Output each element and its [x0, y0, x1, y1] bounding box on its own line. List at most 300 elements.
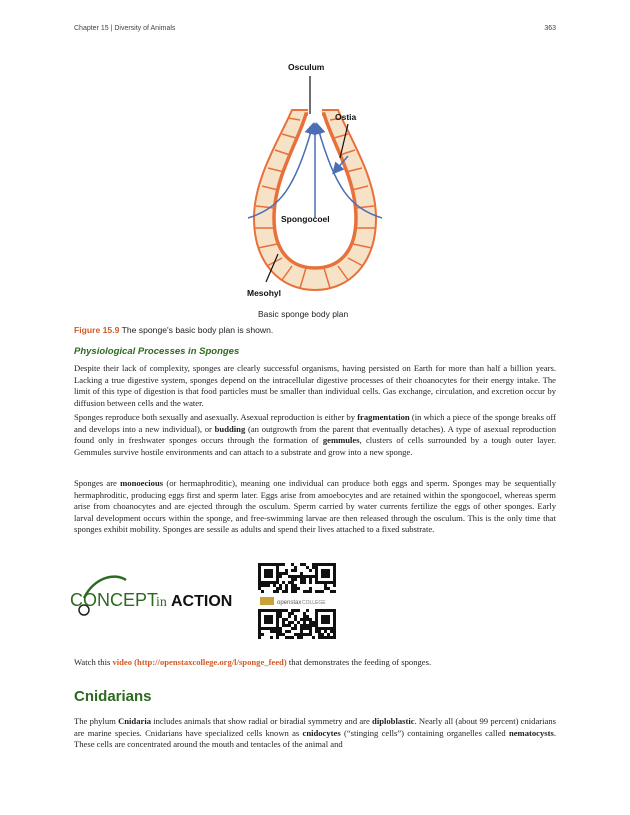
qr-module	[258, 578, 261, 581]
logo-word-concept: CONCEPT	[70, 590, 159, 610]
qr-module	[267, 627, 270, 630]
qr-module	[315, 566, 318, 569]
qr-module	[306, 627, 309, 630]
qr-module	[264, 609, 267, 612]
qr-module	[324, 581, 327, 584]
qr-module	[285, 609, 288, 612]
qr-module	[279, 572, 282, 575]
qr-module	[315, 609, 318, 612]
qr-module	[258, 609, 261, 612]
qr-module	[270, 572, 273, 575]
qr-module	[300, 581, 303, 584]
figure-caption	[74, 325, 273, 335]
qr-module	[276, 566, 279, 569]
qr-module	[300, 578, 303, 581]
qr-module	[276, 633, 279, 636]
qr-module	[315, 621, 318, 624]
qr-module	[276, 572, 279, 575]
qr-module	[321, 569, 324, 572]
qr-module	[270, 627, 273, 630]
qr-module	[294, 569, 297, 572]
qr-module	[258, 627, 261, 630]
qr-module	[276, 587, 279, 590]
paragraph-cnidarians	[74, 716, 556, 751]
qr-module	[291, 569, 294, 572]
label-mesohyl: Mesohyl	[247, 288, 282, 298]
qr-module	[327, 575, 330, 578]
qr-module	[270, 581, 273, 584]
qr-module	[297, 621, 300, 624]
qr-module	[285, 584, 288, 587]
running-header-chapter: Chapter 15 | Diversity of Animals	[74, 25, 176, 32]
logo-word-action: ACTION	[171, 593, 233, 610]
qr-module	[273, 584, 276, 587]
qr-module	[270, 569, 273, 572]
qr-module	[258, 621, 261, 624]
qr-module	[294, 627, 297, 630]
term-monoecious: monoecious	[120, 478, 164, 488]
qr-module	[327, 627, 330, 630]
qr-module	[330, 630, 333, 633]
qr-module	[318, 581, 321, 584]
qr-module	[276, 636, 279, 639]
qr-module	[288, 612, 291, 615]
qr-module	[291, 575, 294, 578]
qr-module	[333, 590, 336, 593]
qr-module	[315, 578, 318, 581]
qr-module	[297, 587, 300, 590]
qr-module	[279, 630, 282, 633]
qr-module	[333, 633, 336, 636]
qr-module	[285, 624, 288, 627]
qr-module	[324, 569, 327, 572]
qr-module	[306, 633, 309, 636]
qr-module	[264, 563, 267, 566]
qr-module	[327, 587, 330, 590]
qr-module	[315, 612, 318, 615]
qr-module	[300, 627, 303, 630]
qr-module	[270, 618, 273, 621]
qr-module	[288, 630, 291, 633]
qr-module	[258, 572, 261, 575]
qr-module	[318, 590, 321, 593]
qr-module	[309, 618, 312, 621]
qr-module	[318, 563, 321, 566]
qr-module	[261, 581, 264, 584]
text: , clusters of cells surrounded by a tough outer layer. Gemmules survive hostile environments and can attach to a substrate and grow into a new sponge.	[74, 435, 556, 457]
qr-module	[300, 618, 303, 621]
qr-module	[258, 584, 261, 587]
qr-module	[261, 590, 264, 593]
qr-module	[282, 624, 285, 627]
qr-module	[267, 618, 270, 621]
qr-module	[276, 630, 279, 633]
qr-module	[294, 615, 297, 618]
qr-module	[333, 618, 336, 621]
qr-module	[297, 633, 300, 636]
qr-module	[303, 581, 306, 584]
text: (“stinging cells”) containing organelles called	[340, 727, 509, 738]
qr-module	[282, 621, 285, 624]
qr-module	[318, 636, 321, 639]
text: Sponges are	[74, 478, 121, 488]
qr-module	[258, 566, 261, 569]
paragraph-digestion: Despite their lack of complexity, sponges are clearly successful organisms, having persisted on Earth for more than half a billion years. Lacking a true digestive system, sponges depend on the intracellular digestive processes of their choanocytes for their energy intake. The limit of this type of digestion is that food particles must be smaller than individual cells. Gas exchange, circulation, and excretion occur by diffusion between cells and the water.	[74, 363, 556, 408]
qr-module	[282, 572, 285, 575]
qr-module	[276, 615, 279, 618]
qr-module	[279, 587, 282, 590]
qr-code-block[interactable]	[258, 563, 336, 641]
qr-module	[276, 618, 279, 621]
qr-module	[294, 618, 297, 621]
qr-module	[333, 627, 336, 630]
qr-module	[315, 590, 318, 593]
qr-module	[309, 578, 312, 581]
qr-module	[303, 615, 306, 618]
qr-module	[318, 630, 321, 633]
qr-module	[309, 569, 312, 572]
qr-module	[282, 618, 285, 621]
qr-module	[258, 636, 261, 639]
qr-module	[276, 563, 279, 566]
page-number: 363	[544, 25, 556, 32]
qr-module	[270, 563, 273, 566]
qr-module	[291, 609, 294, 612]
term-cnidaria: Cnidaria	[118, 716, 152, 726]
qr-module	[324, 618, 327, 621]
qr-module	[294, 566, 297, 569]
qr-module	[321, 627, 324, 630]
qr-module	[333, 612, 336, 615]
qr-module	[279, 615, 282, 618]
text: (in which a piece of the sponge breaks off and develops into a new individual), or	[74, 412, 557, 434]
qr-module	[294, 575, 297, 578]
qr-module	[264, 569, 267, 572]
qr-module	[276, 621, 279, 624]
text: (or hermaphroditic), meaning one individual can produce both eggs and sperm. Sponges may be sequentially hermaphroditic, producing eggs first and sperm later. Eggs arise from amoebocytes and are retained within the spongocoel, whereas sperm arise from choanocytes and are ejected through the osculum. Sperm carried by water currents fertilize the eggs of other sponges. Early larval development occurs within the sponge, and free-swimming larvae are then released through the osculum. This is the only time that sponges exhibit mobility. Sponges are sessile as adults and spend their lives attached to a fixed substrate.	[74, 478, 556, 535]
qr-module	[276, 624, 279, 627]
qr-module	[321, 615, 324, 618]
qr-module	[288, 575, 291, 578]
qr-module	[288, 636, 291, 639]
qr-module	[300, 636, 303, 639]
qr-module	[270, 621, 273, 624]
qr-module	[297, 636, 300, 639]
qr-module	[324, 572, 327, 575]
qr-module	[264, 584, 267, 587]
qr-module	[291, 590, 294, 593]
qr-module	[333, 578, 336, 581]
qr-module	[279, 563, 282, 566]
qr-module	[315, 627, 318, 630]
qr-module	[261, 609, 264, 612]
qr-module	[327, 633, 330, 636]
qr-module	[267, 584, 270, 587]
qr-module	[261, 627, 264, 630]
qr-module	[333, 572, 336, 575]
qr-module	[264, 627, 267, 630]
qr-module	[261, 563, 264, 566]
figure-subcaption: Basic sponge body plan	[258, 309, 349, 319]
qr-brand-stripes	[260, 597, 274, 605]
figure-caption-text: The sponge's basic body plan is shown.	[119, 325, 274, 335]
qr-module	[321, 572, 324, 575]
qr-module	[333, 569, 336, 572]
qr-module	[267, 609, 270, 612]
qr-module	[291, 584, 294, 587]
text: Sponges reproduce both sexually and asexually. Asexual reproduction is either by	[74, 412, 358, 422]
qr-module	[330, 590, 333, 593]
qr-module	[333, 636, 336, 639]
qr-module	[291, 621, 294, 624]
qr-module	[315, 615, 318, 618]
qr-module	[312, 575, 315, 578]
qr-module	[279, 584, 282, 587]
qr-module	[315, 630, 318, 633]
cnidarians-heading: Cnidarians	[74, 688, 152, 705]
qr-module	[318, 627, 321, 630]
qr-module	[327, 569, 330, 572]
qr-module	[327, 615, 330, 618]
qr-module	[291, 636, 294, 639]
text: (an outgrowth from the parent that eventually detaches). A type of asexual reproduction found only in freshwater sponges occurs through the formation of	[74, 423, 556, 446]
qr-module	[285, 587, 288, 590]
qr-module	[282, 609, 285, 612]
qr-module	[276, 581, 279, 584]
term-nematocysts: nematocysts	[508, 727, 554, 738]
qr-module	[258, 581, 261, 584]
logo-word-in: in	[156, 595, 167, 610]
qr-module	[288, 621, 291, 624]
qr-module	[267, 575, 270, 578]
sponge-diagram	[240, 58, 390, 313]
text: Watch this	[74, 657, 113, 667]
qr-module	[333, 609, 336, 612]
qr-module	[264, 581, 267, 584]
video-line	[74, 657, 431, 667]
qr-module	[294, 587, 297, 590]
qr-module	[315, 618, 318, 621]
qr-module	[303, 624, 306, 627]
qr-module	[327, 563, 330, 566]
qr-module	[276, 578, 279, 581]
qr-module	[279, 633, 282, 636]
qr-module	[324, 630, 327, 633]
text: The phylum	[74, 716, 119, 726]
qr-module	[321, 609, 324, 612]
qr-module	[303, 633, 306, 636]
qr-module	[321, 590, 324, 593]
qr-module	[333, 584, 336, 587]
term-budding: budding	[214, 423, 246, 434]
term-cnidocytes: cnidocytes	[302, 727, 341, 738]
qr-module	[321, 621, 324, 624]
qr-module	[333, 566, 336, 569]
qr-module	[285, 618, 288, 621]
qr-module	[327, 609, 330, 612]
qr-module	[303, 563, 306, 566]
qr-code-bottom	[258, 609, 336, 639]
qr-module	[333, 621, 336, 624]
section-heading: Physiological Processes in Sponges	[74, 346, 240, 357]
qr-module	[300, 630, 303, 633]
qr-module	[300, 575, 303, 578]
qr-module	[327, 618, 330, 621]
qr-module	[324, 609, 327, 612]
qr-module	[270, 575, 273, 578]
qr-module	[294, 584, 297, 587]
qr-code-top	[258, 563, 336, 593]
qr-module	[285, 569, 288, 572]
qr-module	[330, 627, 333, 630]
qr-module	[258, 575, 261, 578]
qr-module	[306, 618, 309, 621]
qr-module	[282, 633, 285, 636]
term-gemmules: gemmules	[322, 435, 360, 446]
qr-module	[270, 636, 273, 639]
qr-module	[291, 627, 294, 630]
qr-module	[312, 563, 315, 566]
qr-module	[267, 563, 270, 566]
qr-module	[258, 563, 261, 566]
qr-module	[330, 636, 333, 639]
qr-module	[321, 563, 324, 566]
qr-module	[306, 590, 309, 593]
qr-module	[309, 581, 312, 584]
qr-module	[321, 581, 324, 584]
qr-module	[291, 581, 294, 584]
qr-module	[312, 636, 315, 639]
qr-module	[288, 624, 291, 627]
qr-module	[309, 627, 312, 630]
qr-module	[306, 624, 309, 627]
qr-module	[303, 575, 306, 578]
qr-module	[291, 587, 294, 590]
qr-module	[282, 590, 285, 593]
qr-module	[306, 566, 309, 569]
qr-module	[321, 575, 324, 578]
qr-module	[285, 590, 288, 593]
qr-module	[333, 575, 336, 578]
qr-module	[324, 621, 327, 624]
qr-module	[258, 569, 261, 572]
qr-module	[282, 563, 285, 566]
qr-module	[294, 590, 297, 593]
qr-module	[324, 584, 327, 587]
term-diploblastic: diploblastic	[372, 716, 415, 726]
qr-module	[324, 627, 327, 630]
qr-module	[279, 609, 282, 612]
qr-module	[324, 615, 327, 618]
qr-module	[276, 627, 279, 630]
qr-module	[312, 621, 315, 624]
qr-module	[315, 575, 318, 578]
qr-module	[285, 636, 288, 639]
qr-module	[261, 633, 264, 636]
qr-module	[258, 618, 261, 621]
qr-module	[258, 615, 261, 618]
qr-module	[309, 633, 312, 636]
qr-module	[315, 624, 318, 627]
qr-module	[264, 618, 267, 621]
concept-in-action-logo	[70, 572, 240, 620]
qr-module	[273, 627, 276, 630]
qr-module	[258, 630, 261, 633]
qr-module	[327, 572, 330, 575]
qr-module	[309, 575, 312, 578]
paragraph-monoecious	[74, 478, 556, 536]
qr-module	[303, 590, 306, 593]
video-link[interactable]: video (http://openstaxcollege.org/l/sponge_feed)	[112, 657, 287, 667]
qr-module	[321, 633, 324, 636]
qr-module	[267, 572, 270, 575]
qr-module	[321, 636, 324, 639]
qr-module	[330, 581, 333, 584]
qr-module	[300, 563, 303, 566]
qr-module	[258, 624, 261, 627]
qr-module	[294, 624, 297, 627]
label-spongocoel: Spongocoel	[281, 214, 330, 224]
text: . These cells are concentrated around the mouth and tentacles of the animal and	[74, 727, 556, 750]
qr-module	[303, 621, 306, 624]
qr-module	[285, 630, 288, 633]
qr-module	[291, 563, 294, 566]
qr-module	[276, 590, 279, 593]
qr-module	[282, 581, 285, 584]
qr-module	[273, 581, 276, 584]
qr-module	[291, 578, 294, 581]
qr-module	[264, 575, 267, 578]
qr-module	[258, 633, 261, 636]
text: includes animals that show radial or biradial symmetry and are	[151, 716, 373, 726]
label-osculum: Osculum	[288, 62, 325, 72]
qr-module	[276, 575, 279, 578]
qr-module	[258, 612, 261, 615]
qr-module	[315, 572, 318, 575]
qr-module	[267, 615, 270, 618]
qr-module	[264, 621, 267, 624]
qr-module	[273, 630, 276, 633]
qr-module	[309, 587, 312, 590]
label-ostia: Ostia	[335, 112, 357, 122]
qr-module	[312, 566, 315, 569]
qr-module	[264, 572, 267, 575]
qr-module	[318, 633, 321, 636]
qr-module	[267, 569, 270, 572]
qr-module	[327, 636, 330, 639]
qr-module	[333, 563, 336, 566]
qr-module	[276, 612, 279, 615]
text: that demonstrates the feeding of sponges.	[286, 657, 432, 667]
qr-module	[291, 612, 294, 615]
qr-module	[303, 627, 306, 630]
qr-module	[300, 624, 303, 627]
qr-module	[324, 587, 327, 590]
qr-module	[279, 575, 282, 578]
qr-module	[288, 615, 291, 618]
figure-number: Figure 15.9	[74, 325, 120, 335]
qr-module	[303, 578, 306, 581]
term-fragmentation: fragmentation	[357, 412, 410, 422]
qr-module	[309, 624, 312, 627]
qr-module	[324, 563, 327, 566]
qr-module	[306, 609, 309, 612]
qr-module	[306, 615, 309, 618]
qr-module	[324, 575, 327, 578]
qr-module	[264, 615, 267, 618]
qr-module	[330, 563, 333, 566]
qr-module	[321, 618, 324, 621]
